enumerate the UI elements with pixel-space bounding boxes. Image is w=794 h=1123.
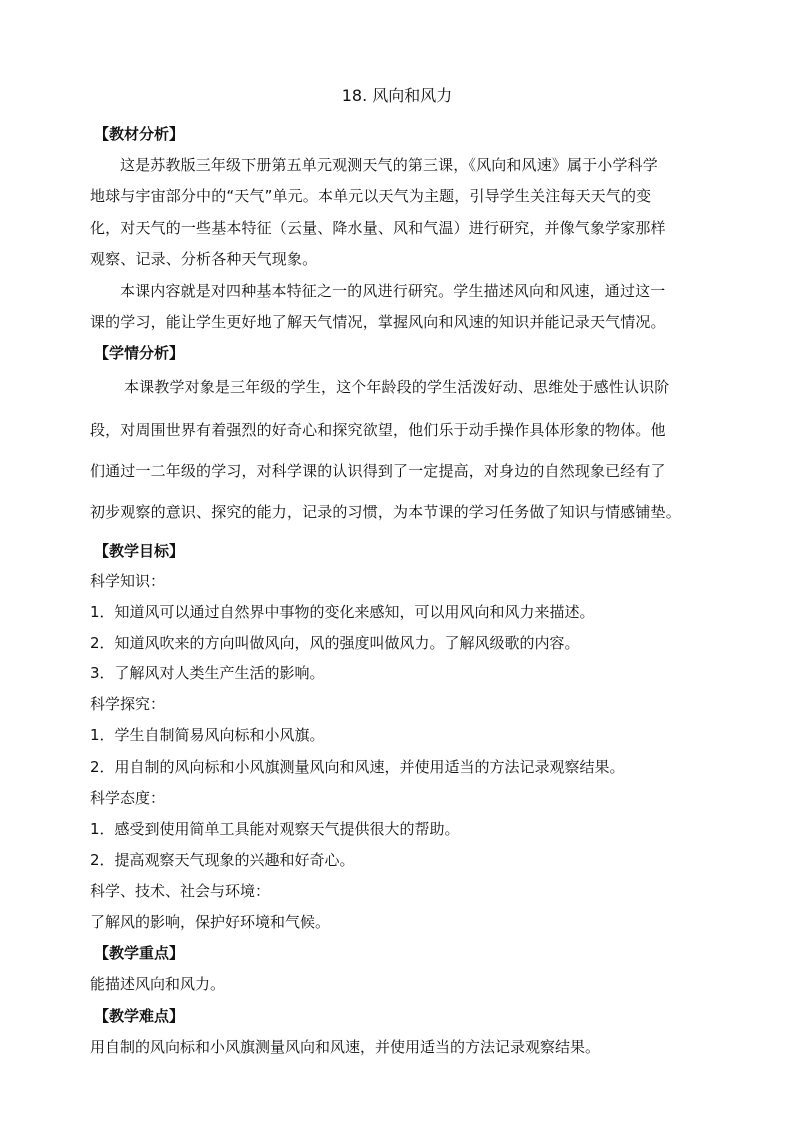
paragraph-line: 本课内容就是对四种基本特征之一的风进行研究。学生描述风向和风速，通过这一 xyxy=(120,282,666,300)
paragraph-line: 了解风的影响，保护好环境和气候。 xyxy=(90,913,331,931)
paragraph-line: 用自制的风向标和小风旗测量风向和风速，并使用适当的方法记录观察结果。 xyxy=(90,1038,601,1056)
paragraph-line: 能描述风向和风力。 xyxy=(90,975,226,993)
page-title: 18. 风向和风力 xyxy=(341,86,453,105)
paragraph-line: 初步观察的意识、探究的能力，记录的习惯，为本节课的学习任务做了知识与情感铺垫。 xyxy=(90,503,681,521)
list-item: 2．用自制的风向标和小风旗测量风向和风速，并使用适当的方法记录观察结果。 xyxy=(90,758,625,776)
paragraph-line: 本课教学对象是三年级的学生，这个年龄段的学生活泼好动、思维处于感性认识阶 xyxy=(124,378,670,396)
subheading-sts: 科学、技术、社会与环境： xyxy=(90,882,271,900)
subheading-attitude: 科学态度： xyxy=(90,789,166,807)
list-item: 2．知道风吹来的方向叫做风向，风的强度叫做风力。了解风级歌的内容。 xyxy=(90,634,580,652)
list-item: 3．了解风对人类生产生活的影响。 xyxy=(90,664,325,682)
paragraph-line: 这是苏教版三年级下册第五单元观测天气的第三课，《风向和风速》属于小学科学 xyxy=(120,156,658,174)
paragraph-line: 们通过一二年级的学习，对科学课的认识得到了一定提高，对身边的自然现象已经有了 xyxy=(90,462,666,480)
section-heading-goals: 【教学目标】 xyxy=(94,542,185,560)
paragraph-line: 地球与宇宙部分中的“天气”单元。本单元以天气为主题，引导学生关注每天天气的变 xyxy=(90,187,652,205)
paragraph-line: 课的学习，能让学生更好地了解天气情况，掌握风向和风速的知识并能记录天气情况。 xyxy=(90,313,666,331)
paragraph-line: 观察、记录、分析各种天气现象。 xyxy=(90,250,318,268)
list-item: 1．知道风可以通过自然界中事物的变化来感知，可以用风向和风力来描述。 xyxy=(90,603,595,621)
subheading-knowledge: 科学知识： xyxy=(90,572,166,590)
list-item: 2．提高观察天气现象的兴趣和好奇心。 xyxy=(90,851,355,869)
paragraph-line: 段，对周围世界有着强烈的好奇心和探究欲望，他们乐于动手操作具体形象的物体。他 xyxy=(90,421,666,439)
section-heading-difficulties: 【教学难点】 xyxy=(94,1007,185,1025)
subheading-inquiry: 科学探究： xyxy=(90,695,166,713)
section-heading-material: 【教材分析】 xyxy=(94,125,185,143)
section-heading-students: 【学情分析】 xyxy=(94,344,185,362)
list-item: 1．感受到使用简单工具能对观察天气提供很大的帮助。 xyxy=(90,820,460,838)
list-item: 1．学生自制简易风向标和小风旗。 xyxy=(90,726,325,744)
section-heading-key-points: 【教学重点】 xyxy=(94,944,185,962)
paragraph-line: 化，对天气的一些基本特征（云量、降水量、风和气温）进行研究，并像气象学家那样 xyxy=(90,219,666,237)
